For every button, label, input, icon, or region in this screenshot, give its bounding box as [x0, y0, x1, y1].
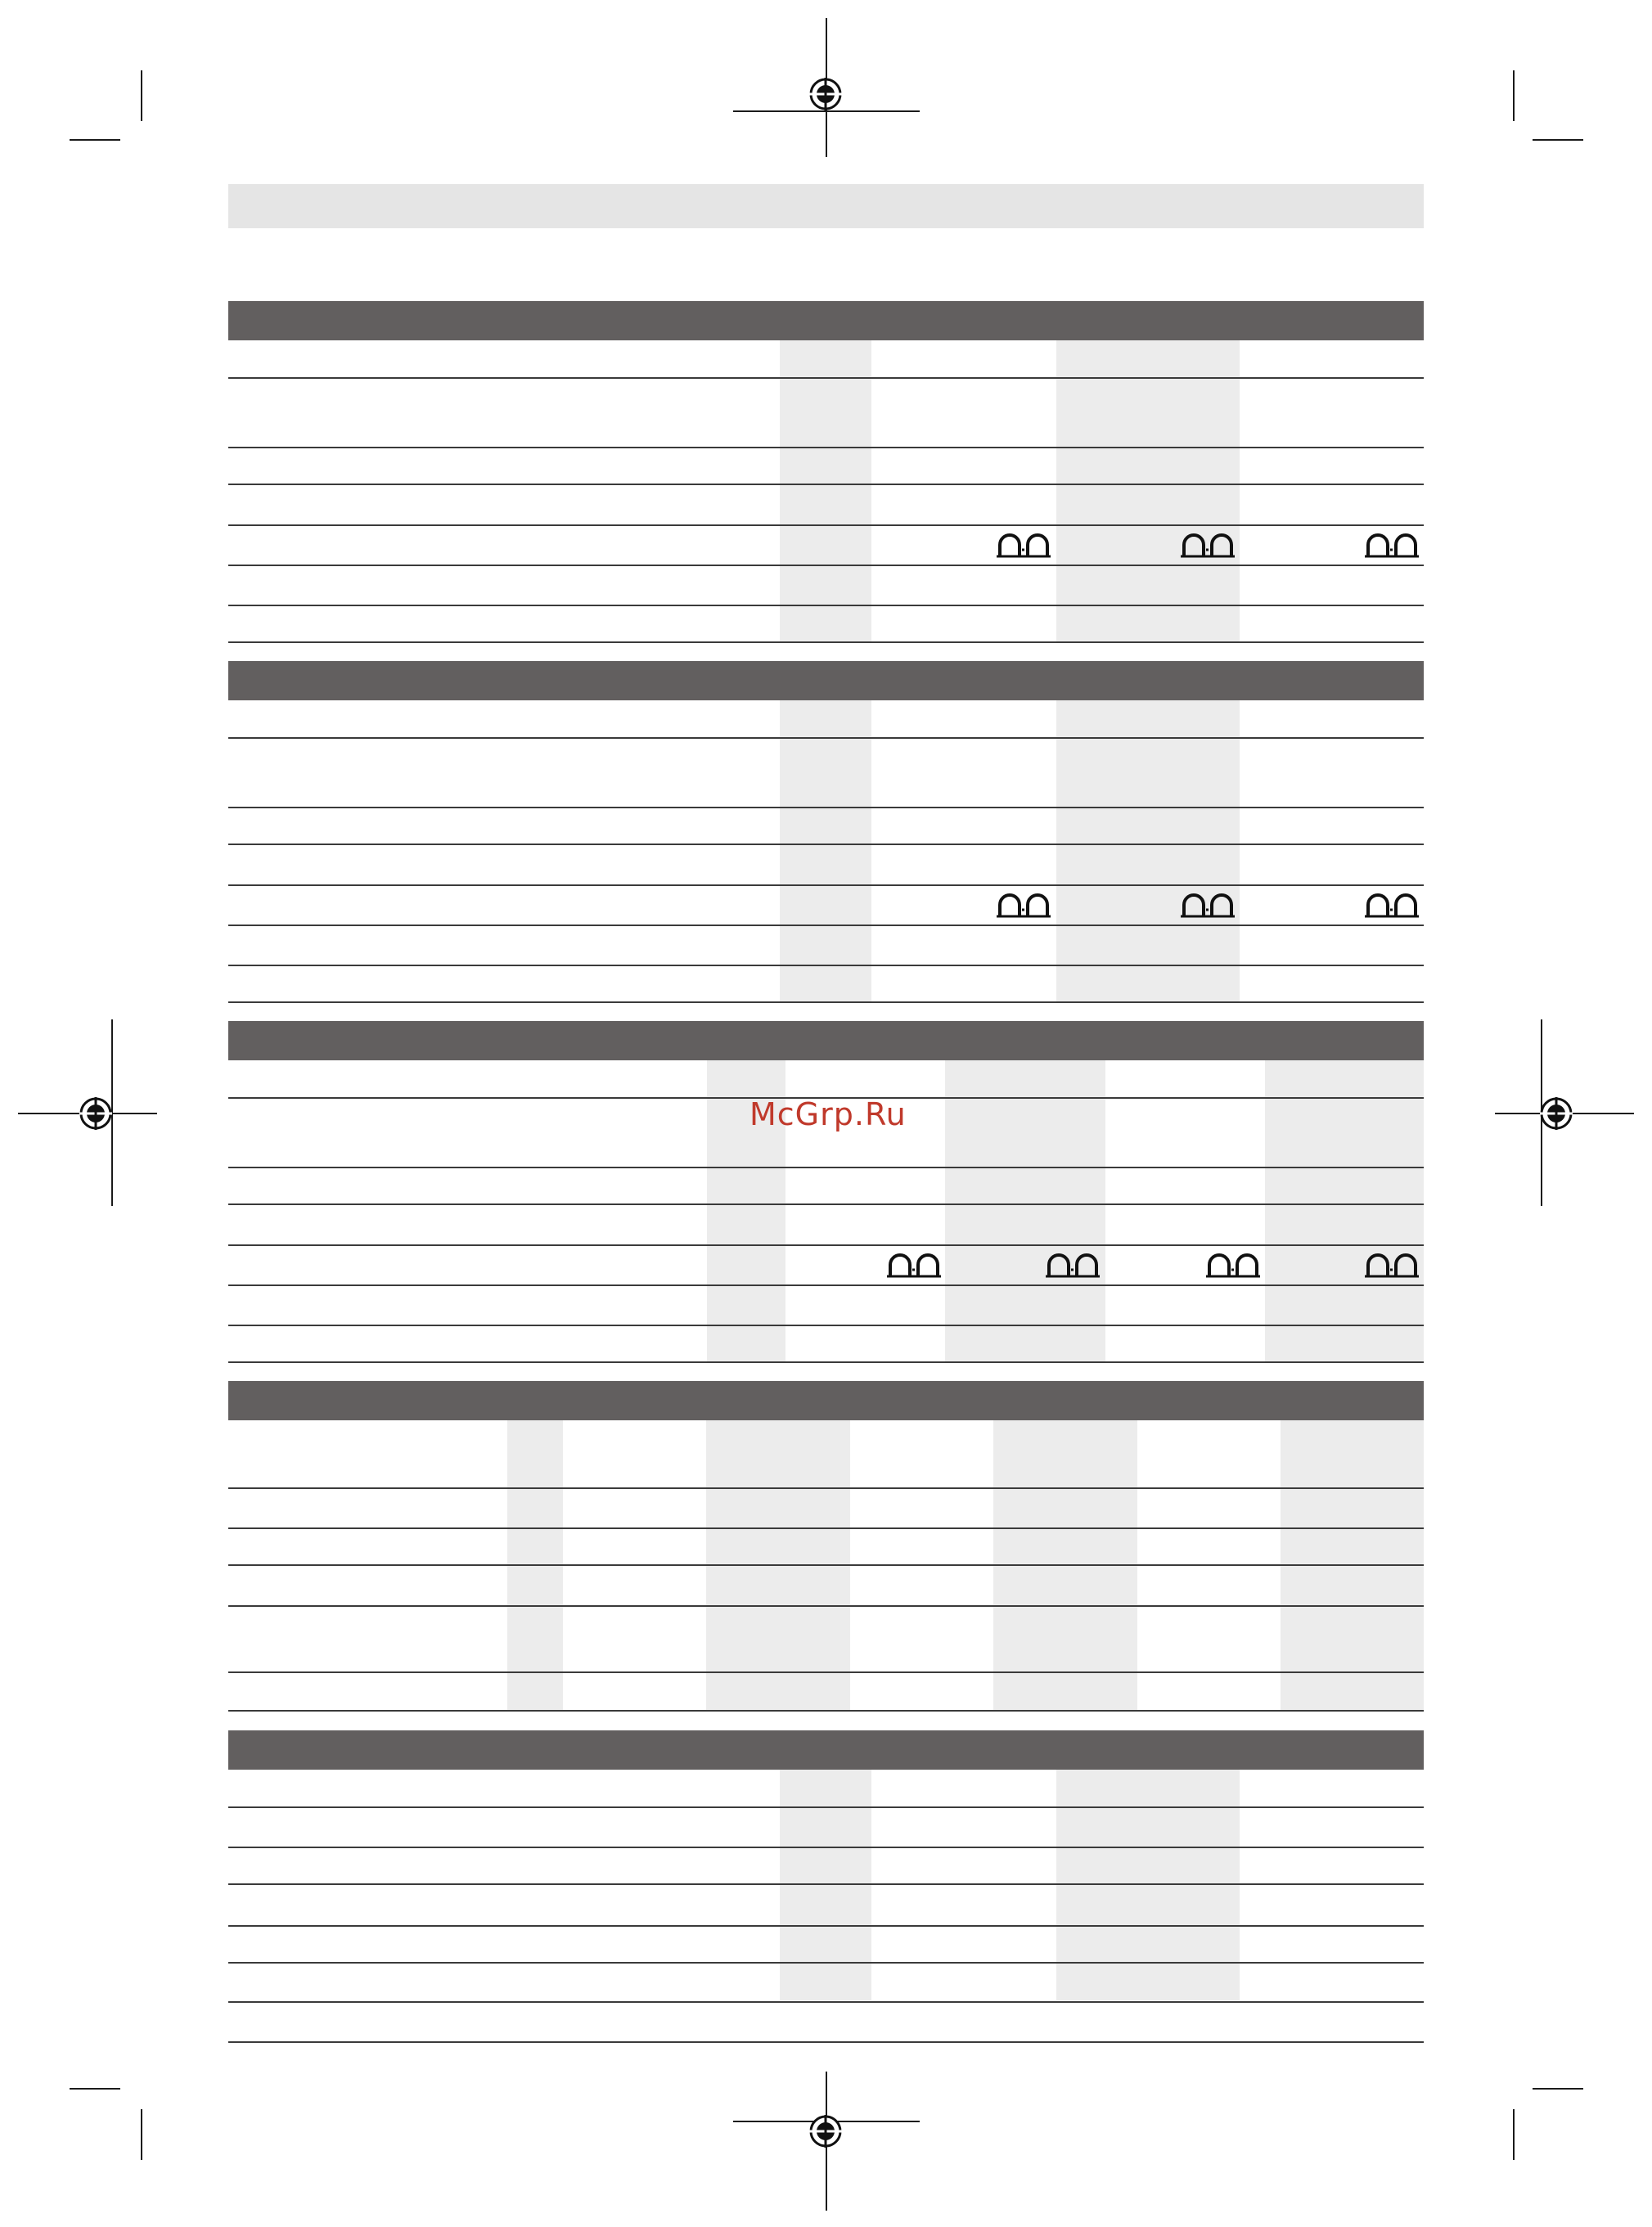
- double-rotation-icon: [997, 532, 1051, 560]
- column-shade: [1056, 700, 1240, 1003]
- column-shade: [1056, 340, 1240, 643]
- registration-mark-icon: [809, 2115, 842, 2148]
- double-rotation-icon: [997, 892, 1051, 920]
- column-shade: [780, 1770, 871, 2000]
- page-header-band: [228, 184, 1424, 228]
- table-header-bar: [228, 1730, 1424, 1770]
- table-header-bar: [228, 1021, 1424, 1060]
- double-rotation-icon: [1206, 1252, 1260, 1280]
- column-shade: [1281, 1420, 1424, 1712]
- double-rotation-icon: [1365, 532, 1419, 560]
- double-rotation-icon: [1181, 892, 1235, 920]
- double-rotation-icon: [1365, 1252, 1419, 1280]
- registration-mark-icon: [809, 78, 842, 110]
- column-shade: [780, 340, 871, 643]
- watermark: McGrp.Ru: [749, 1096, 907, 1132]
- table-header-bar: [228, 661, 1424, 700]
- column-shade: [780, 700, 871, 1003]
- column-shade: [993, 1420, 1137, 1712]
- column-shade: [706, 1420, 850, 1712]
- column-shade: [1265, 1060, 1424, 1363]
- table-header-bar: [228, 1381, 1424, 1420]
- column-shade: [1056, 1770, 1240, 2000]
- column-shade: [507, 1420, 563, 1712]
- registration-mark-icon: [79, 1097, 112, 1130]
- double-rotation-icon: [887, 1252, 941, 1280]
- double-rotation-icon: [1181, 532, 1235, 560]
- column-shade: [945, 1060, 1105, 1363]
- registration-mark-icon: [1540, 1097, 1573, 1130]
- double-rotation-icon: [1046, 1252, 1100, 1280]
- table-header-bar: [228, 301, 1424, 340]
- double-rotation-icon: [1365, 892, 1419, 920]
